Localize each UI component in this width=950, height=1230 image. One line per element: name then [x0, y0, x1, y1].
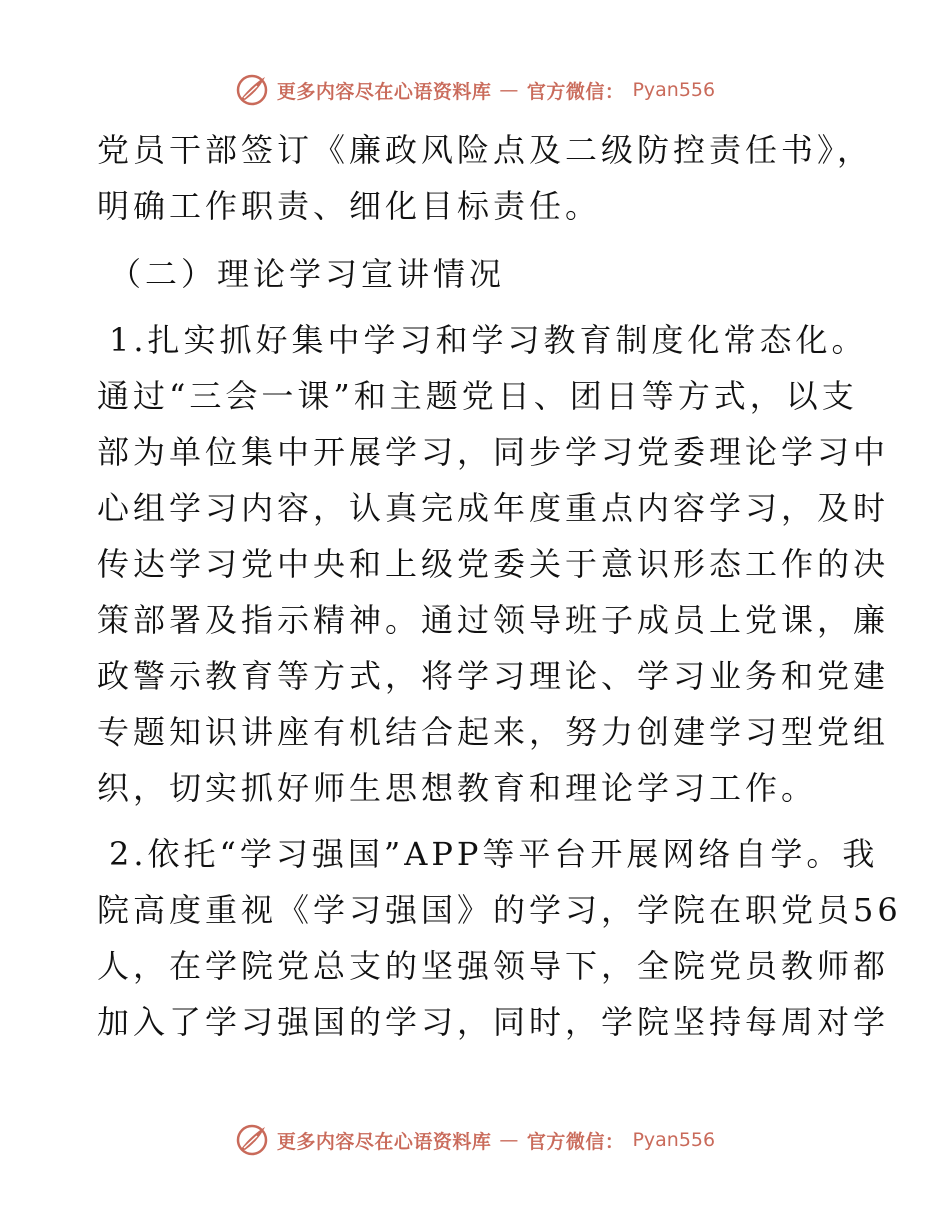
document-body — [97, 122, 902, 1050]
watermark-wechat-id: Pyan556 — [632, 1129, 716, 1151]
watermark-wechat-label: 官方微信： — [526, 1130, 625, 1153]
text-line: 传达学习党中央和上级党委关于意识形态工作的决 — [97, 545, 890, 583]
paragraph-3 — [97, 826, 879, 882]
text-line: 策部署及指示精神。通过领导班子成员上党课，廉 — [97, 601, 890, 639]
text-line: 1.扎实抓好集中学习和学习教育制度化常态化。 — [109, 321, 868, 359]
text-line: 加入了学习强国的学习，同时，学院坚持每周对学 — [97, 1003, 890, 1041]
header-watermark — [0, 70, 950, 110]
section-heading — [97, 246, 857, 302]
text-line: 院高度重视《学习强国》的学习，学院在职党员56 — [97, 891, 902, 929]
paragraph-2 — [97, 312, 868, 368]
paragraph-1 — [97, 122, 874, 234]
feather-logo-icon — [235, 73, 269, 107]
watermark-text: 更多内容尽在心语资料库 — [276, 80, 492, 103]
text-line: 2.依托“学习强国”APP等平台开展网络自学。我 — [109, 835, 879, 873]
text-line: 专题知识讲座有机结合起来，努力创建学习型党组 — [97, 713, 890, 751]
footer-watermark — [0, 1120, 950, 1160]
feather-logo-icon — [235, 1123, 269, 1157]
text-line: 织，切实抓好师生思想教育和理论学习工作。 — [97, 769, 818, 807]
paragraph-2-body — [97, 368, 890, 816]
text-line: 明确工作职责、细化目标责任。 — [97, 187, 602, 225]
watermark-wechat-label: 官方微信： — [526, 80, 625, 103]
watermark-wechat-id: Pyan556 — [632, 79, 716, 101]
text-line: 政警示教育等方式，将学习理论、学习业务和党建 — [97, 657, 890, 695]
watermark-separator: — — [499, 79, 519, 101]
text-line: 党员干部签订《廉政风险点及二级防控责任书》， — [97, 131, 874, 169]
text-line: 心组学习内容，认真完成年度重点内容学习，及时 — [97, 489, 890, 527]
watermark-separator: — — [499, 1129, 519, 1151]
watermark-text: 更多内容尽在心语资料库 — [276, 1130, 492, 1153]
text-line: 部为单位集中开展学习，同步学习党委理论学习中 — [97, 433, 890, 471]
paragraph-3-body — [97, 882, 902, 1050]
text-line: 人，在学院党总支的坚强领导下，全院党员教师都 — [97, 947, 890, 985]
heading-text: （二）理论学习宣讲情况 — [109, 255, 506, 293]
text-line: 通过“三会一课”和主题党日、团日等方式，以支 — [97, 377, 858, 415]
